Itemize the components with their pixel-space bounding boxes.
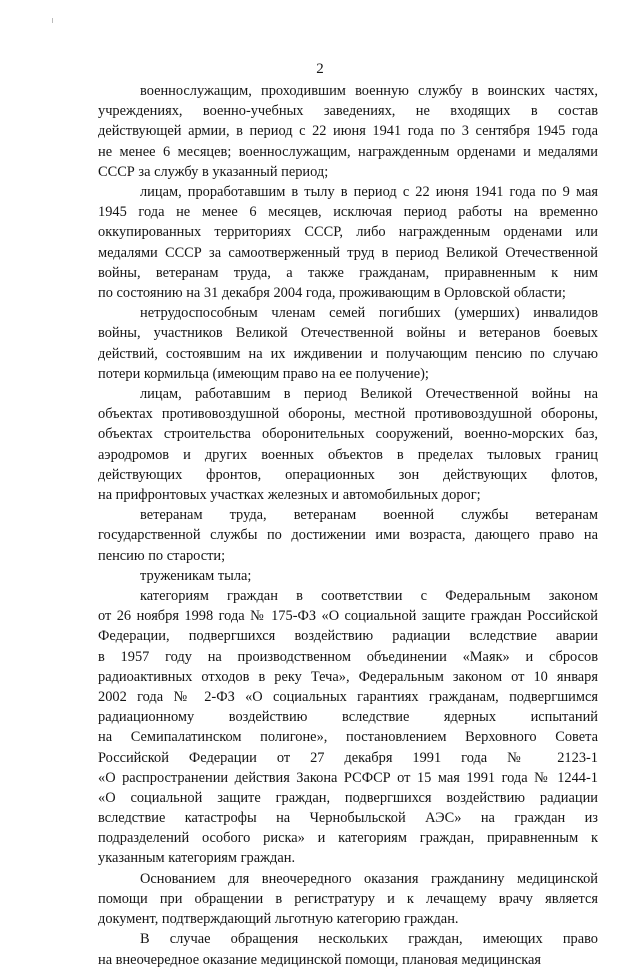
paragraph-line: 1945 года не менее 6 месяцев, исключая период работы на временно xyxy=(98,204,598,221)
paragraph xyxy=(98,586,598,869)
paragraph-line: потери кормильца (имеющим право на ее получение); xyxy=(98,365,429,382)
paragraph-line: «О распространении действия Закона РСФСР от 15 мая 1991 года № 1244-1 xyxy=(98,769,598,786)
paragraph xyxy=(98,929,598,969)
page-number: 2 xyxy=(316,61,324,77)
paragraph-line: пенсию по старости; xyxy=(98,547,226,564)
paragraph xyxy=(98,182,598,303)
paragraph-line: вследствие катастрофы на Чернобыльской АЭС» на граждан из xyxy=(98,810,598,827)
paragraph-line: СССР за службу в указанный период; xyxy=(98,163,329,180)
paragraph-line: Основанием для внеочередного оказания гражданину медицинской xyxy=(140,870,598,887)
paragraph-line: войны, участников Великой Отечественной войны и ветеранов боевых xyxy=(98,325,598,342)
paragraph-line: государственной службы по достижении ими возраста, дающего право на xyxy=(98,527,598,544)
paragraph xyxy=(98,566,598,586)
paragraph-line: Российской Федерации от 27 декабря 1991 года № 2123-1 xyxy=(98,749,598,766)
paragraph-line: категориям граждан в соответствии с Федеральным законом xyxy=(140,588,598,604)
paragraph-line: не менее 6 месяцев; военнослужащим, награжденным орденами и медалями xyxy=(98,143,598,160)
paragraph-line: медалями СССР за самоотверженный труд в период Великой Отечественной xyxy=(98,244,598,261)
paragraph xyxy=(98,303,598,384)
paragraph-line: ветеранам труда, ветеранам военной службы ветеранам xyxy=(140,507,598,524)
paragraph-line: указанным категориям граждан. xyxy=(98,850,296,867)
paragraph-line: объектах противовоздушной обороны, местной противовоздушной обороны, xyxy=(98,406,598,423)
paragraph-line: на Семипалатинском полигоне», постановлением Верховного Совета xyxy=(98,729,598,746)
paragraph-line: действий, состоявшим на их иждивении и получающим пенсию по случаю xyxy=(98,345,598,362)
paragraph-line: на прифронтовых участках железных и автомобильных дорог; xyxy=(98,486,481,503)
paragraph-line: подразделений особого риска» и категориям граждан, приравненным к xyxy=(98,830,598,847)
paragraph xyxy=(98,505,598,566)
paragraph-line: по состоянию на 31 декабря 2004 года, проживающим в Орловской области; xyxy=(98,284,566,301)
paragraph-line: войны, ветеранам труда, а также гражданам, приравненным к ним xyxy=(98,264,598,281)
paragraph-line: помощи при обращении в регистратуру и к лечащему врачу является xyxy=(98,890,598,907)
paragraph-line: от 26 ноября 1998 года № 175-ФЗ «О социальной защите граждан Российской xyxy=(98,608,598,625)
paragraph-line: В случае обращения нескольких граждан, имеющих право xyxy=(140,931,598,948)
paragraph-line: оккупированных территориях СССР, либо награжденным орденами или xyxy=(98,224,598,241)
paragraph-line: Федерации, подвергшихся воздействию радиации вследствие аварии xyxy=(98,628,598,645)
paragraph-line: действующих фронтов, операционных зон действующих флотов, xyxy=(98,466,598,483)
paragraph-line: «О социальной защите граждан, подвергшихся воздействию радиации xyxy=(98,789,598,806)
paragraph-line: радиоактивных отходов в реку Теча», Федеральным законом от 10 января xyxy=(98,668,598,685)
paragraph-line: объектах строительства оборонительных сооружений, военно-морских баз, xyxy=(98,426,598,443)
paragraph-line: документ, подтверждающий льготную категорию граждан. xyxy=(98,911,459,928)
paragraph-line: лицам, проработавшим в тылу в период с 22 июня 1941 года по 9 мая xyxy=(140,184,598,200)
paragraph-line: в 1957 году на производственном объединении «Маяк» и сбросов xyxy=(98,648,598,665)
paragraph xyxy=(98,81,598,182)
paragraph-line: действующей армии, в период с 22 июня 1941 года по 3 сентября 1945 года xyxy=(98,123,598,140)
paragraph-line: аэродромов и других военных объектов в пределах тыловых границ xyxy=(98,446,598,463)
scan-mark xyxy=(52,18,53,23)
paragraph-line: нетрудоспособным членам семей погибших (умерших) инвалидов xyxy=(140,305,598,322)
paragraph-line: лицам, работавшим в период Великой Отечественной войны на xyxy=(140,386,598,402)
paragraph-line: 2002 года № 2-ФЗ «О социальных гарантиях гражданам, подвергшимся xyxy=(98,688,598,705)
paragraph xyxy=(98,384,598,505)
paragraph-line: на внеочередное оказание медицинской помощи, плановая медицинская xyxy=(98,951,542,968)
paragraph-line: военнослужащим, проходившим военную службу в воинских частях, xyxy=(140,83,598,99)
paragraph-line: радиационному воздействию вследствие ядерных испытаний xyxy=(98,709,598,726)
paragraph xyxy=(98,869,598,930)
paragraph-line: учреждениях, военно-учебных заведениях, не входящих в состав xyxy=(98,103,598,120)
paragraph-line: труженикам тыла; xyxy=(140,567,252,584)
